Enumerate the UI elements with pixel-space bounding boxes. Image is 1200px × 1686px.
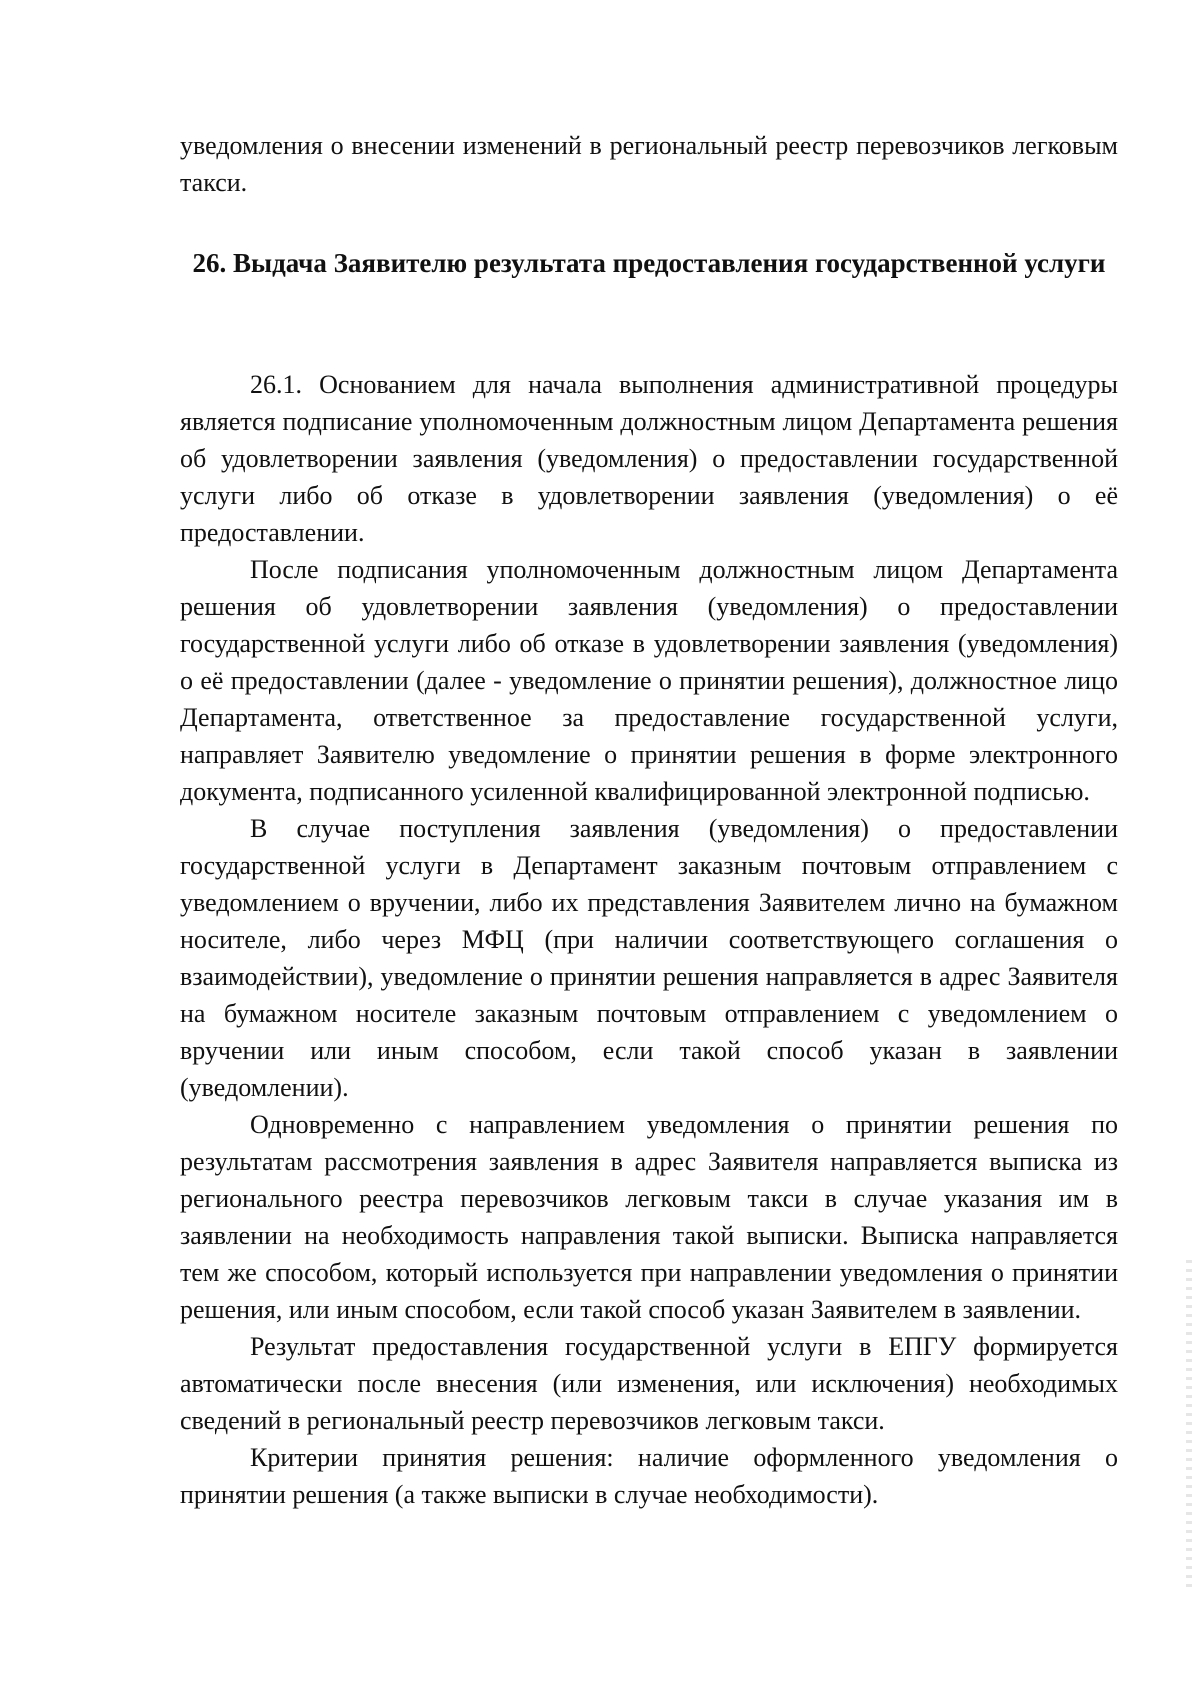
continued-paragraph: уведомления о внесении изменений в региональный реестр перевозчиков легковым такси. <box>180 131 1118 197</box>
paragraph: 26.1. Основанием для начала выполнения административной процедуры является подписание уполномоченным должностным лицом Департамента решения об удовлетворении заявления (уведомления) о предоставлении государственной услуги либо об отказе в удовлетворении заявления (уведомления) о её предоставлении. <box>180 370 1118 547</box>
section-body <box>180 366 1118 1513</box>
scan-edge-marks <box>1186 1260 1192 1590</box>
paragraph: Одновременно с направлением уведомления о принятии решения по результатам рассмотрения заявления в адрес Заявителя направляется выписка из регионального реестра перевозчиков легковым такси в случае указания им в заявлении на необходимость направления такой выписки. Выписка направляется тем же способом, который используется при направлении уведомления о принятии решения, или иным способом, если такой способ указан Заявителем в заявлении. <box>180 1110 1118 1324</box>
paragraph: В случае поступления заявления (уведомления) о предоставлении государственной услуги в Департамент заказным почтовым отправлением с уведомлением о вручении, либо их представления Заявителем лично на бумажном носителе, либо через МФЦ (при наличии соответствующего соглашения о взаимодействии), уведомление о принятии решения направляется в адрес Заявителя на бумажном носителе заказным почтовым отправлением с уведомлением о вручении или иным способом, если такой способ указан в заявлении (уведомлении). <box>180 814 1118 1102</box>
paragraph: После подписания уполномоченным должностным лицом Департамента решения об удовлетворении заявления (уведомления) о предоставлении государственной услуги либо об отказе в удовлетворении заявления (уведомления) о её предоставлении (далее - уведомление о принятии решения), должностное лицо Департамента, ответственное за предоставление государственной услуги, направляет Заявителю уведомление о принятии решения в форме электронного документа, подписанного усиленной квалифицированной электронной подписью. <box>180 555 1118 806</box>
paragraph: Критерии принятия решения: наличие оформленного уведомления о принятии решения (а также выписки в случае необходимости). <box>180 1443 1118 1509</box>
section-heading: 26. Выдача Заявителю результата предоставления государственной услуги <box>192 248 1106 278</box>
paragraph: Результат предоставления государственной услуги в ЕПГУ формируется автоматически после внесения (или изменения, или исключения) необходимых сведений в региональный реестр перевозчиков легковым такси. <box>180 1332 1118 1435</box>
